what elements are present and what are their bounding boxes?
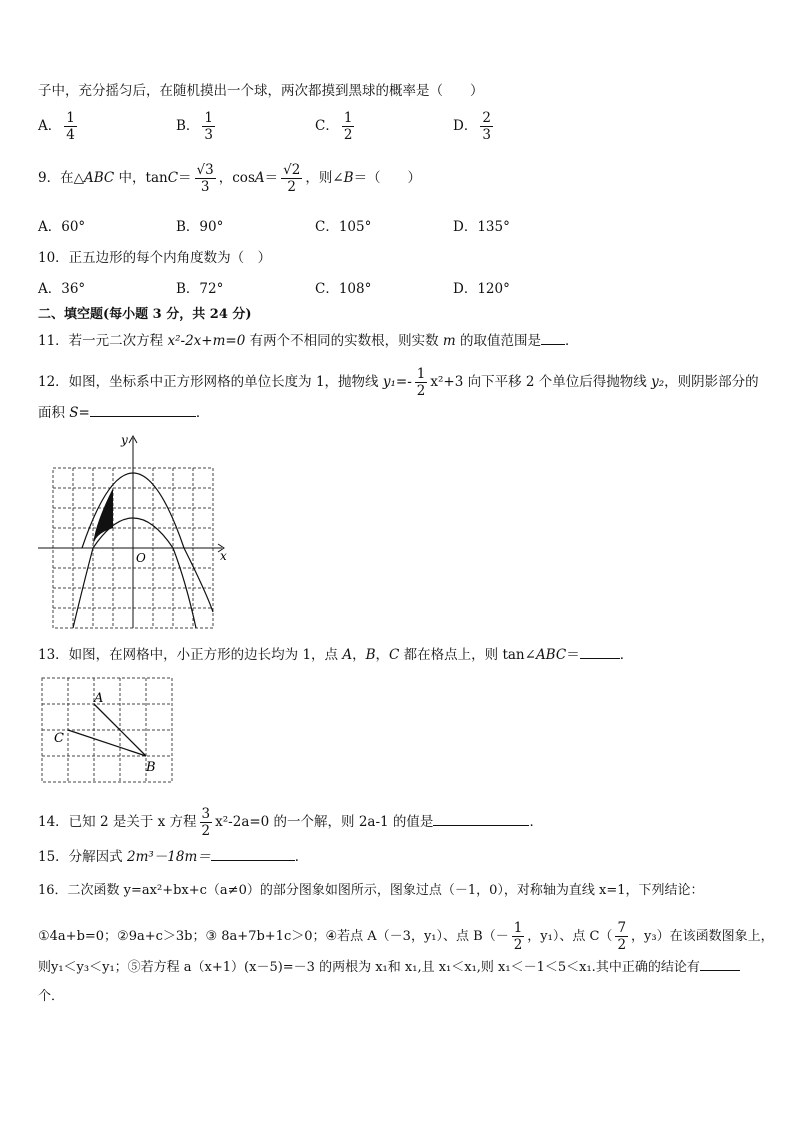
fraction: $\frac{3}{2}$ <box>201 806 211 839</box>
point-c-label: C <box>54 731 64 746</box>
fraction: $\frac{1}{4}$ <box>66 110 75 143</box>
q9-option-a: A．60° <box>38 219 86 235</box>
answer-blank <box>433 813 529 826</box>
q10-option-b: B．72° <box>176 281 224 297</box>
q13-grid-figure <box>38 674 178 784</box>
q12-parabola-figure <box>36 432 232 632</box>
section-heading: 二、填空题(每小题 3 分，共 24 分) <box>38 307 252 322</box>
q12-stem: 12．如图，坐标系中正方形网格的单位长度为 1，抛物线 y₁=- $\frac{1}{2}$ x²+3 向下平移 2 个单位后得抛物线 y₂，则阴影部分的 <box>38 366 759 399</box>
q10-option-a: A．36° <box>38 281 86 297</box>
fraction: $\frac{2}{3}$ <box>482 110 491 143</box>
q10-option-d: D．120° <box>453 281 510 297</box>
q8-option-a <box>38 110 80 143</box>
point-b-label: B <box>146 760 156 775</box>
y-axis-label: y <box>121 433 128 447</box>
shaded-region <box>93 488 113 548</box>
x-axis-label: x <box>220 549 227 563</box>
fraction: $\frac{1}{2}$ <box>416 366 426 399</box>
answer-blank <box>541 332 565 345</box>
q9-option-b: B．90° <box>176 219 224 235</box>
answer-blank <box>580 646 620 659</box>
q16-stem-line2: ①4a+b=0；②9a+c＞3b；③ 8a+7b+1c＞0；④若点 A（－3，y₁）、点 B（－ $\frac{1}{2}$ ，y₁）、点 C（ $\frac{7}{2}$ ，y₃）在该函数图象上， <box>38 920 774 953</box>
q9-option-c: C．105° <box>315 219 372 235</box>
q9-option-d: D．135° <box>453 219 510 235</box>
fraction: $\frac{1}{2}$ <box>343 110 353 143</box>
fraction: $\frac{7}{2}$ <box>617 920 627 953</box>
answer-blank <box>211 848 295 861</box>
origin-label: O <box>136 551 146 565</box>
option-label: A． <box>38 118 62 134</box>
option-label: D． <box>453 118 478 134</box>
q16-stem-line4: 个． <box>38 989 65 1004</box>
q10-stem: 10．正五边形的每个内角度数为（ ） <box>38 250 272 266</box>
q11-stem: 11．若一元二次方程 x²-2x+m=0 有两个不相同的实数根，则实数 m 的取值范围是 ． <box>38 333 579 349</box>
answer-blank <box>700 958 740 971</box>
q9-stem: 9．在△ABC 中，tanC＝ $\frac{√3}{3}$ ，cosA＝ $\frac{√2}{2}$ ，则∠B＝（ ） <box>38 162 422 195</box>
fraction: $\frac{1}{2}$ <box>513 920 523 953</box>
fraction: $\frac{1}{3}$ <box>204 110 214 143</box>
point-a-label: A <box>94 691 104 706</box>
q10-option-c: C．108° <box>315 281 372 297</box>
q16-stem-line1: 16．二次函数 y=ax²+bx+c（a≠0）的部分图象如图所示，图象过点（－1，0），对称轴为直线 x=1，下列结论： <box>38 883 704 898</box>
option-label: C． <box>315 118 339 134</box>
q8-option-c <box>315 110 357 143</box>
answer-blank <box>90 404 196 417</box>
q8-option-b <box>176 110 218 143</box>
q14-stem: 14．已知 2 是关于 x 方程 $\frac{3}{2}$ x²-2a=0 的一个解，则 2a-1 的值是 ． <box>38 806 543 839</box>
q8-option-d <box>453 110 496 143</box>
q12-stem-line2: 面积 S= ． <box>38 405 210 421</box>
fraction: $\frac{√2}{2}$ <box>283 162 301 195</box>
parabola-y2 <box>73 518 196 628</box>
fraction: $\frac{√3}{3}$ <box>196 162 214 195</box>
q13-stem: 13．如图，在网格中，小正方形的边长均为 1，点 A，B，C 都在格点上，则 tan∠ABC＝ ． <box>38 647 634 663</box>
q16-stem-line3: 则y₁＜y₃＜y₁；⑤若方程 a（x+1）(x－5)=－3 的两根为 x₁和 x₁,且 x₁＜x₁,则 x₁＜－1＜5＜x₁.其中正确的结论有 <box>38 958 740 977</box>
q8-stem: 子中，充分摇匀后，在随机摸出一个球，两次都摸到黑球的概率是（ ） <box>38 83 484 99</box>
option-label: B． <box>176 118 200 134</box>
q15-stem: 15．分解因式 2m³－18m＝ ． <box>38 849 309 865</box>
